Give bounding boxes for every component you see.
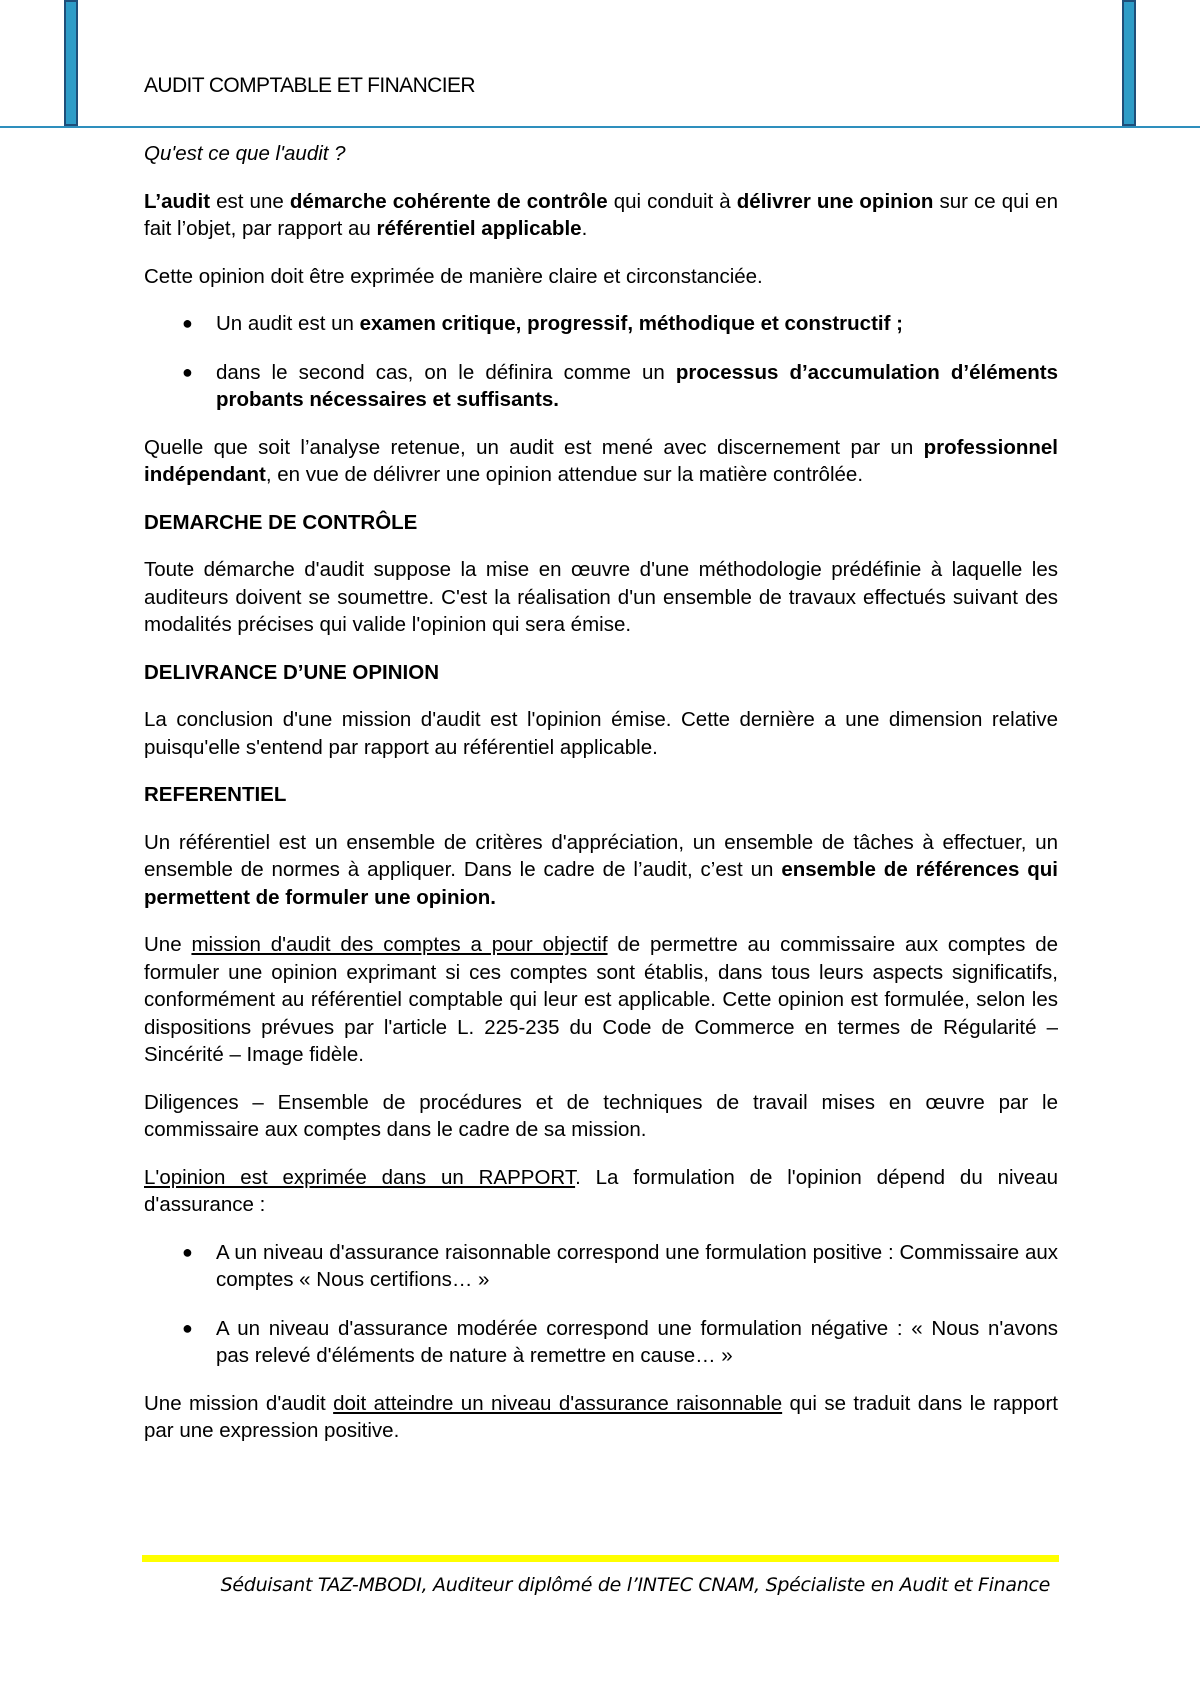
header-right-bar <box>1122 0 1136 126</box>
list-text: dans le second cas, on le définira comme un <box>216 360 676 384</box>
conclusion-underlined: doit atteindre un niveau d'assurance raisonnable <box>333 1391 783 1415</box>
def-term: L’audit <box>144 189 211 213</box>
section-text-demarche: Toute démarche d'audit suppose la mise en œuvre d'une méthodologie prédéfinie à laquelle les auditeurs doivent se soumettre. C'est la réalisation d'un ensemble de travaux effectués suivant des modalités précises qui valide l'opinion qui sera émise. <box>144 558 1058 636</box>
section-text-delivrance: La conclusion d'une mission d'audit est l'opinion émise. Cette dernière a une dimension relative puisqu'elle s'entend par rapport au référentiel applicable. <box>144 708 1058 759</box>
conclusion-text: Une mission d'audit <box>144 1391 334 1415</box>
intro-question: Qu'est ce que l'audit ? <box>144 142 346 165</box>
bullet-icon: ● <box>182 1241 193 1262</box>
def-bold: délivrer une opinion <box>736 189 934 213</box>
list-item <box>182 1239 1058 1294</box>
section-heading-demarche: DEMARCHE DE CONTRÔLE <box>144 510 418 534</box>
mission-text: Une <box>144 933 192 956</box>
section-heading-referentiel: REFERENTIEL <box>144 783 287 806</box>
section-heading-delivrance: DELIVRANCE D’UNE OPINION <box>144 660 439 684</box>
bullet-icon: ● <box>182 313 193 333</box>
definition-list <box>144 310 1058 414</box>
list-bold: processus d’accumulation d’éléments probants nécessaires et suffisants. <box>216 360 1058 411</box>
mission-underlined: mission d'audit des comptes a pour objectif <box>191 933 608 956</box>
header-left-bar <box>64 0 78 126</box>
def-bold: démarche cohérente de contrôle <box>289 189 608 213</box>
def-text: . <box>581 217 588 240</box>
footer-author: Séduisant TAZ-MBODI, Auditeur diplômé de l’INTEC CNAM, Spécialiste en Audit et Finance <box>220 1574 1050 1596</box>
mission-paragraph <box>144 931 1058 1069</box>
assurance-list <box>144 1239 1058 1370</box>
list-item <box>182 359 1058 414</box>
list-item <box>182 1315 1058 1370</box>
rapport-paragraph <box>144 1164 1058 1219</box>
diligences-paragraph: Diligences – Ensemble de procédures et de techniques de travail mises en œuvre par le commissaire aux comptes dans le cadre de sa mission. <box>144 1090 1058 1141</box>
list-bold: ; <box>890 312 903 335</box>
def-text: qui conduit à <box>607 189 737 213</box>
section-text-referentiel <box>144 829 1058 912</box>
list-text: A un niveau d'assurance modérée correspond une formulation négative : « Nous n'avons pas relevé d'éléments de nature à remettre en cause… » <box>216 1316 1058 1367</box>
bullet-icon: ● <box>182 1317 193 1338</box>
list-text: Un audit est un <box>216 312 360 335</box>
referentiel-text: Un référentiel est un ensemble de critères d'appréciation, un ensemble de tâches à effectuer, un ensemble de normes à appliquer. Dans le cadre de l’audit, c’est un <box>144 830 1058 881</box>
analysis-paragraph <box>144 434 1058 489</box>
bullet-icon: ● <box>182 361 193 382</box>
list-text: A un niveau d'assurance raisonnable correspond une formulation positive : Commissaire aux comptes « Nous certifions… » <box>216 1240 1058 1291</box>
analysis-bold: professionnel indépendant <box>144 435 1058 486</box>
header-rule <box>0 126 1200 128</box>
list-item <box>182 310 1058 338</box>
conclusion-text: qui se traduit dans le rapport par une expression positive. <box>144 1391 1058 1442</box>
list-bold: examen critique, progressif, méthodique et constructif <box>359 312 891 335</box>
definition-paragraph <box>144 188 1058 243</box>
conclusion-paragraph <box>144 1390 1058 1445</box>
rapport-text: . La formulation de l'opinion dépend du niveau d'assurance : <box>144 1165 1059 1216</box>
def-text: sur ce qui en fait l’objet, par rapport au <box>144 189 1058 240</box>
mission-text: de permettre au commissaire aux comptes de formuler une opinion exprimant si ces comptes sont établis, dans tous leurs aspects significatifs, conformément au référentiel comptable qui leur est applicable. Cette opinion est formulée, selon les dispositions prévues par l'article L. 225-235 du Code de Commerce en termes de Régularité – Sincérité – Image fidèle. <box>144 933 1059 1066</box>
rapport-underlined: L'opinion est exprimée dans un RAPPORT <box>144 1165 576 1189</box>
referentiel-bold: ensemble de références qui permettent de formuler une opinion. <box>144 858 1058 909</box>
main-content <box>144 140 1058 1465</box>
opinion-sentence: Cette opinion doit être exprimée de manière claire et circonstanciée. <box>144 264 763 288</box>
analysis-text: Quelle que soit l’analyse retenue, un audit est mené avec discernement par un <box>144 435 924 459</box>
def-bold: référentiel applicable <box>376 217 582 240</box>
analysis-text: , en vue de délivrer une opinion attendue sur la matière contrôlée. <box>265 463 864 486</box>
footer-line <box>142 1555 1059 1562</box>
def-text: est une <box>210 189 290 213</box>
header-title: AUDIT COMPTABLE ET FINANCIER <box>144 74 475 97</box>
